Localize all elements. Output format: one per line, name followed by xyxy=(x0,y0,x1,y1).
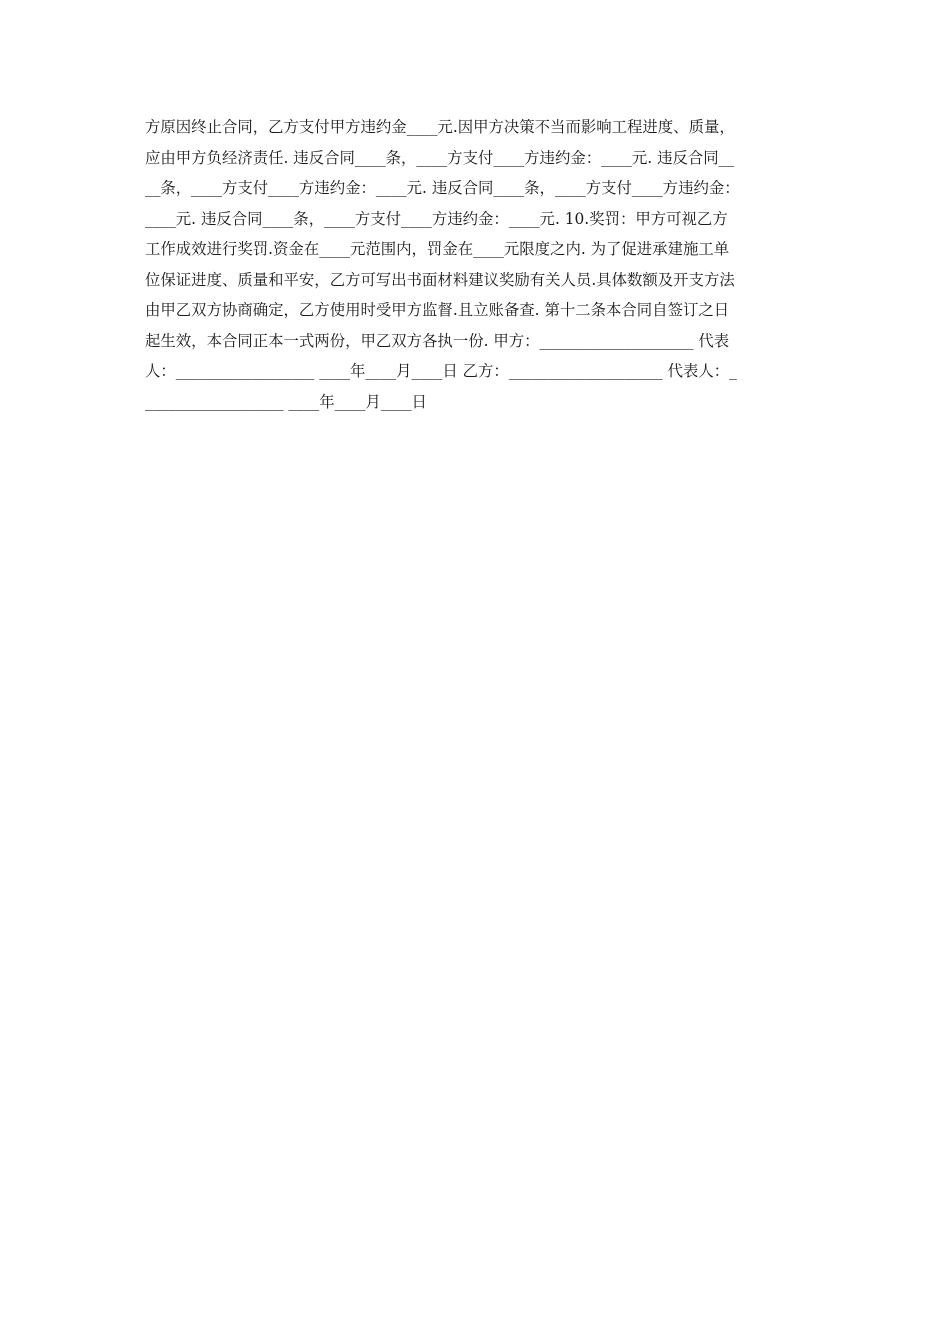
text-line: __________________ ____年____月____日 xyxy=(145,392,427,411)
text-line: 起生效，本合同正本一式两份，甲乙双方各执一份. 甲方：____________________ 代表 xyxy=(145,331,730,350)
text-line: 方原因终止合同，乙方支付甲方违约金____元.因甲方决策不当而影响工程进度、质量， xyxy=(145,118,735,136)
text-line: 人：__________________ ____年____月____日 乙方：____________________ 代表人：_ xyxy=(145,362,737,380)
contract-body-text xyxy=(145,112,805,417)
text-line: ____元. 违反合同____条，____方支付____方违约金：____元. 10.奖罚：甲方可视乙方 xyxy=(145,209,728,228)
text-line: __条，____方支付____方违约金：____元. 违反合同____条，____方支付____方违约金： xyxy=(145,179,740,197)
text-line: 应由甲方负经济责任. 违反合同____条，____方支付____方违约金：____元. 违反合同__ xyxy=(145,148,735,167)
text-line: 位保证进度、质量和平安，乙方可写出书面材料建议奖励有关人员.具体数额及开支方法 xyxy=(145,270,735,289)
text-line: 由甲乙双方协商确定，乙方使用时受甲方监督.且立账备查. 第十二条本合同自签订之日 xyxy=(145,301,730,319)
text-line: 工作成效进行奖罚.资金在____元范围内，罚金在____元限度之内. 为了促进承建施工单 xyxy=(145,240,730,258)
